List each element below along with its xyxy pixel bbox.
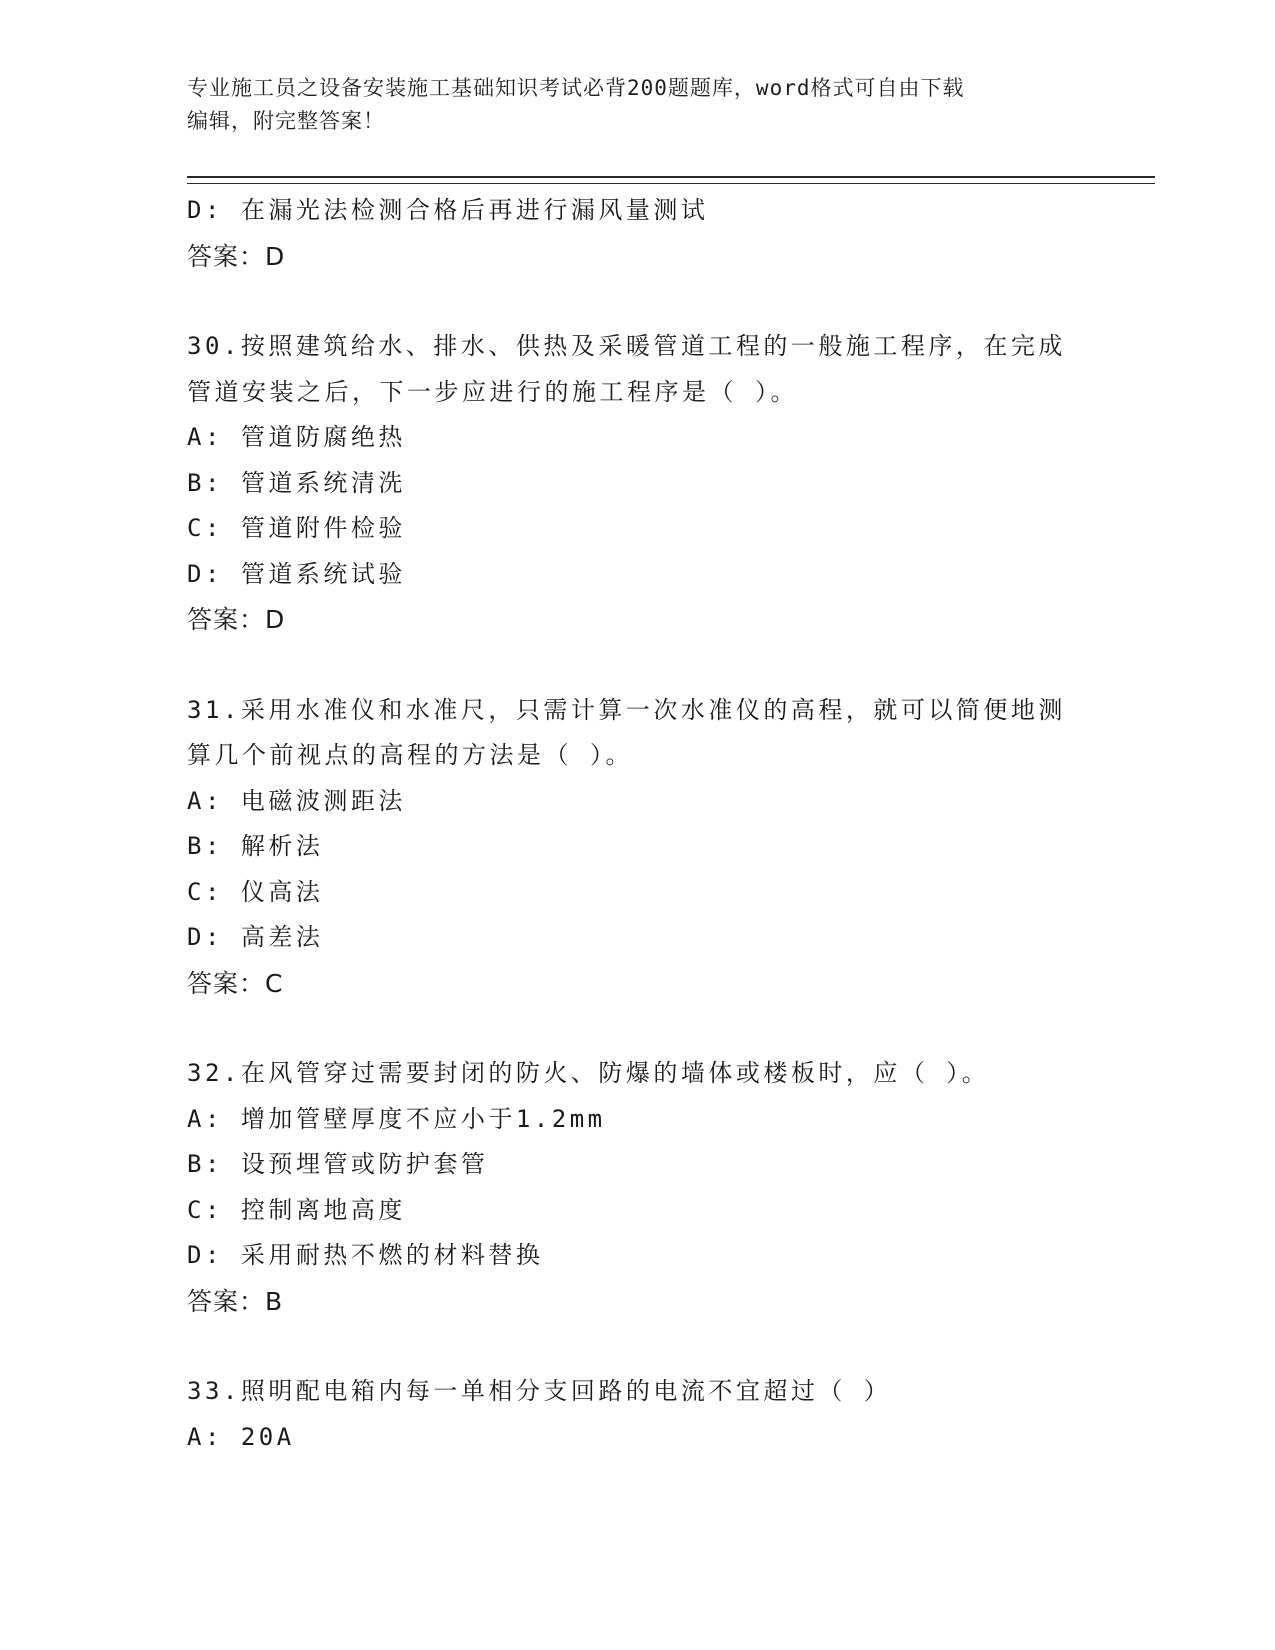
header-divider: [187, 176, 1155, 184]
question-content: [187, 188, 1067, 1460]
option-d: D: 在漏光法检测合格后再进行漏风量测试: [187, 196, 709, 224]
option-a: A: 20A: [187, 1422, 295, 1451]
continued-question: [187, 188, 1067, 279]
option-d: D: 采用耐热不燃的材料替换: [187, 1241, 544, 1269]
option-a: A: 电磁波测距法: [187, 786, 406, 815]
option-a: A: 管道防腐绝热: [187, 423, 406, 451]
option-d: D: 高差法: [187, 923, 324, 951]
page-header: [187, 72, 1087, 138]
question-stem: 32.在风管穿过需要封闭的防火、防爆的墙体或楼板时，应（ ）。: [187, 1059, 990, 1087]
question-stem: 30.按照建筑给水、排水、供热及采暖管道工程的一般施工程序，在完成管道安装之后，下一步应进行的施工程序是（ ）。: [187, 332, 1066, 406]
question-stem: 33.照明配电箱内每一单相分支回路的电流不宜超过（ ）: [187, 1377, 892, 1405]
question-31: [187, 688, 1067, 1007]
answer: 答案：D: [187, 241, 286, 271]
option-c: C: 管道附件检验: [187, 514, 406, 542]
option-c: C: 控制离地高度: [187, 1195, 406, 1224]
answer: 答案：D: [187, 605, 286, 634]
header-title-line-1: 专业施工员之设备安装施工基础知识考试必背200题题库，word格式可自由下载: [187, 76, 965, 100]
answer: 答案：B: [187, 1286, 284, 1316]
header-title-line-2: 编辑，附完整答案！: [187, 109, 385, 133]
option-d: D: 管道系统试验: [187, 559, 406, 588]
question-stem: 31.采用水准仪和水准尺，只需计算一次水准仪的高程，就可以简便地测算几个前视点的高程的方法是（ ）。: [187, 695, 1066, 769]
question-32: [187, 1051, 1067, 1324]
option-a: A: 增加管壁厚度不应小于1.2mm: [187, 1104, 606, 1133]
option-b: B: 管道系统清洗: [187, 468, 406, 497]
option-c: C: 仪高法: [187, 877, 324, 906]
question-30: [187, 324, 1067, 643]
answer: 答案：C: [187, 968, 284, 998]
question-33: [187, 1369, 1067, 1460]
option-b: B: 设预埋管或防护套管: [187, 1150, 489, 1178]
option-b: B: 解析法: [187, 832, 324, 860]
